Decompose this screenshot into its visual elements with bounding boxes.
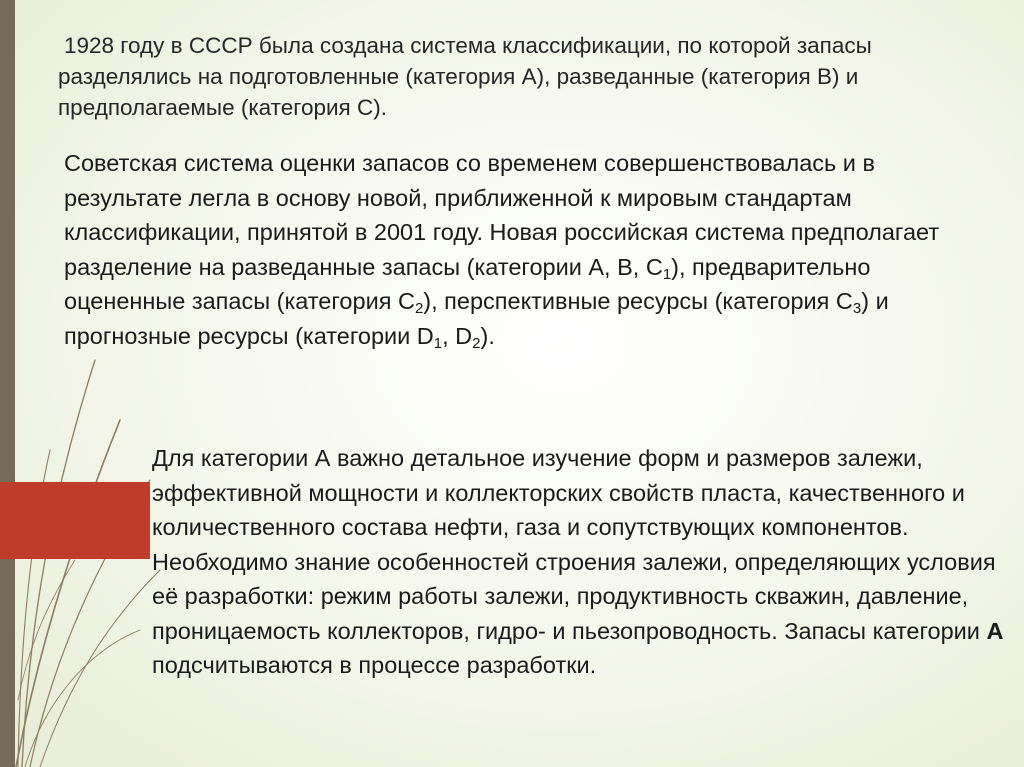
- p2-text-5: , D: [442, 322, 473, 349]
- p2-text-2: ), предварительно оцененные запасы (категория С: [64, 253, 871, 314]
- p2-text-3: ), перспективные ресурсы (категория С: [423, 288, 853, 314]
- p3-bold-a: А: [986, 617, 1004, 644]
- paragraph-soviet-system: [64, 146, 944, 353]
- p2-sub-5: 2: [472, 334, 481, 352]
- p2-text-6: ).: [480, 322, 495, 349]
- p3-text-1: Для категории А важно детальное изучение форм и размеров залежи, эффективной мощности и коллекторских свойств пласта, качественного и количественного состава нефти, газа и сопутствующих компонентов. Необходимо знание особенностей строения залежи, определяющих условия её разработки: режим работы залежи, продуктивность скважин, давление, проницаемость коллекторов, гидро- и пьезопроводность. Запасы категории: [152, 445, 996, 644]
- p2-text-4: ) и прогнозные ресурсы (категории D: [64, 288, 889, 349]
- paragraph-category-a: [152, 441, 1012, 683]
- p2-sub-1: 1: [662, 265, 672, 283]
- paragraph-1928-classification: 1928 году в СССР была создана система классификации, по которой запасы разделялись на подготовленные (категория А), разведанные (категория В) и предполагаемые (категория С).: [58, 33, 872, 120]
- p2-text-1: Советская система оценки запасов со временем совершенствовалась и в результате легла в основу новой, приближенной к мировым стандартам классификации, принятой в 2001 году. Новая российская система предполагает разделение на разведанные запасы (категории А, В, С: [64, 150, 940, 280]
- p2-sub-4: 1: [433, 334, 443, 352]
- red-accent-tab: [0, 482, 150, 559]
- p3-text-2: подсчитываются в процессе разработки.: [152, 652, 597, 678]
- p2-sub-2: 2: [414, 300, 424, 317]
- p2-sub-3: 3: [852, 300, 862, 317]
